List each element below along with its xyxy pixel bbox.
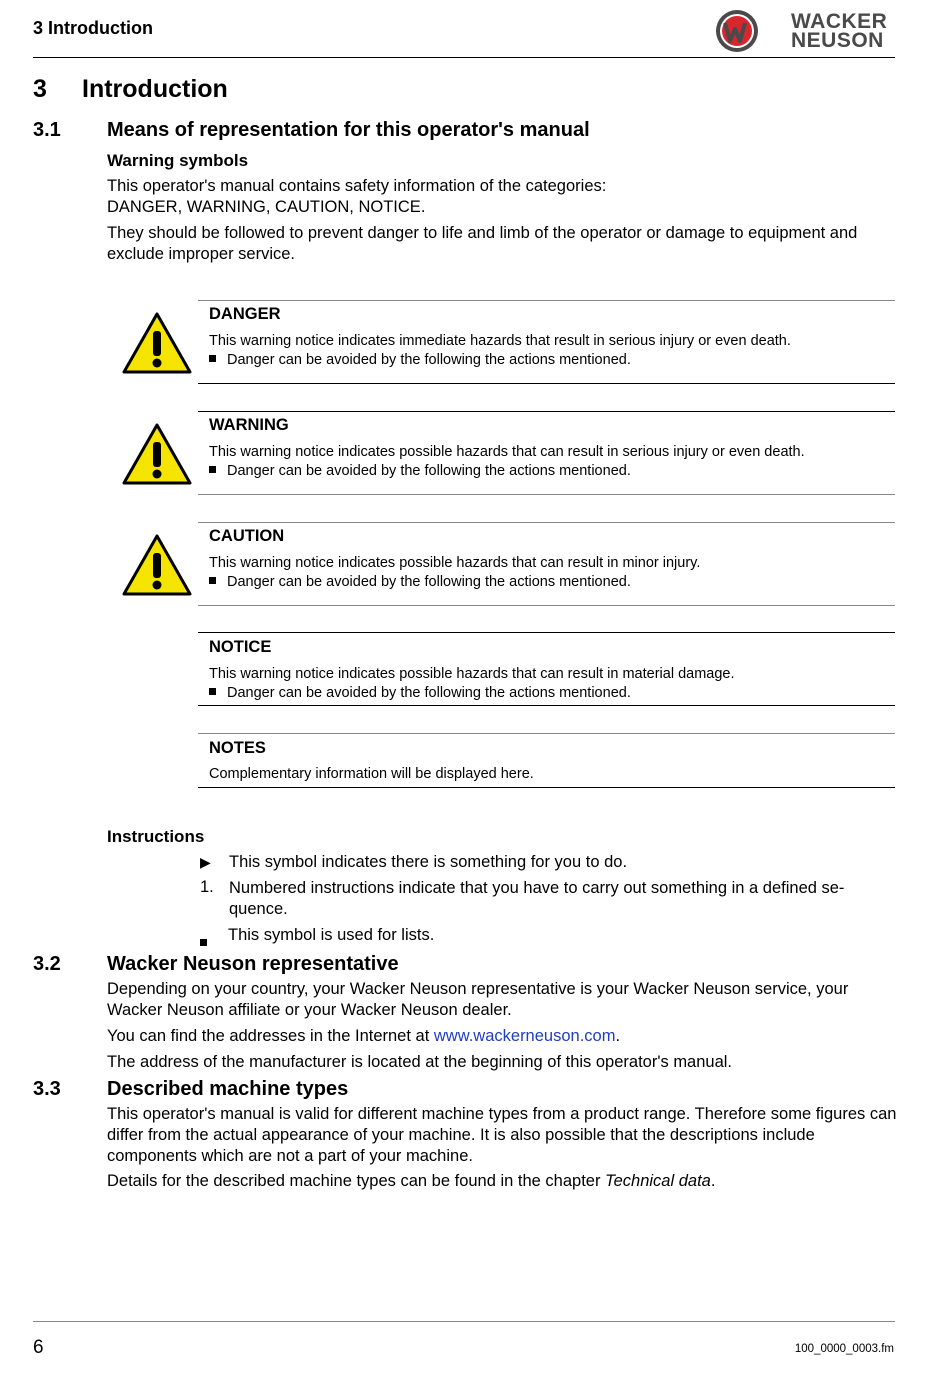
section-3-2-number: 3.2 xyxy=(33,953,61,975)
danger-bullet: Danger can be avoided by the following the actions mentioned. xyxy=(209,352,631,368)
instruction-item-list: This symbol is used for lists. xyxy=(228,926,435,944)
logo-emblem-icon xyxy=(714,8,760,54)
notice-bottom-rule xyxy=(198,494,895,495)
notice-bottom-rule xyxy=(198,383,895,384)
bullet-square-icon xyxy=(209,688,216,695)
notice-bullet: Danger can be avoided by the following the actions mentioned. xyxy=(209,685,631,701)
addresses-paragraph: You can find the addresses in the Internet at www.wackerneuson.com. xyxy=(107,1027,621,1045)
list-square-icon xyxy=(200,932,207,951)
technical-data-reference: Technical data xyxy=(605,1172,711,1190)
instruction-number: 1. xyxy=(200,878,214,896)
page-number: 6 xyxy=(33,1337,44,1358)
instructions-heading: Instructions xyxy=(107,827,205,846)
representative-paragraph: Depending on your country, your Wacker Neuson representative is your Wacker Neuson service, your Wacker Neuson affiliate or your Wacker Neuson dealer. xyxy=(107,980,849,1019)
header-rule xyxy=(33,57,895,58)
notice-bottom-rule xyxy=(198,705,895,706)
notes-title: NOTES xyxy=(209,739,266,757)
warning-bullet: Danger can be avoided by the following the actions mentioned. xyxy=(209,463,631,479)
instruction-item-action: This symbol indicates there is something for you to do. xyxy=(229,853,628,871)
section-3-3-number: 3.3 xyxy=(33,1078,61,1100)
chapter-title: Introduction xyxy=(82,75,228,103)
source-filename: 100_0000_0003.fm xyxy=(794,1343,894,1355)
notes-bottom-rule xyxy=(198,787,895,788)
notice-bottom-rule xyxy=(198,605,895,606)
notice-top-rule xyxy=(198,300,895,301)
section-3-1-number: 3.1 xyxy=(33,119,61,141)
caution-title: CAUTION xyxy=(209,527,285,545)
chapter-number: 3 xyxy=(33,75,47,103)
danger-text: This warning notice indicates immediate hazards that result in serious injury or even death. xyxy=(209,333,791,349)
notice-top-rule xyxy=(198,632,895,633)
warning-symbols-heading: Warning symbols xyxy=(107,151,249,170)
notice-top-rule xyxy=(198,411,895,412)
bullet-square-icon xyxy=(209,466,216,473)
running-header-title: 3 Introduction xyxy=(33,18,153,38)
technical-data-paragraph: Details for the described machine types can be found in the chapter Technical data. xyxy=(107,1172,716,1190)
intro-paragraph-2: They should be followed to prevent danger to life and limb of the operator or damage to equipment and exclude improper service. xyxy=(107,224,858,263)
warning-triangle-icon xyxy=(121,311,193,375)
section-3-3-title: Described machine types xyxy=(107,1078,349,1100)
wacker-neuson-logo xyxy=(714,8,894,54)
notice-top-rule xyxy=(198,522,895,523)
wackerneuson-website-link[interactable]: www.wackerneuson.com xyxy=(433,1027,616,1045)
footer-rule xyxy=(33,1321,895,1322)
warning-triangle-icon xyxy=(121,533,193,597)
logo-text: WACKER NEUSON xyxy=(791,10,888,52)
notice-title: NOTICE xyxy=(209,638,272,656)
instruction-item-numbered: Numbered instructions indicate that you have to carry out something in a defined se- quence. xyxy=(229,879,845,918)
section-3-2-title: Wacker Neuson representative xyxy=(107,953,399,975)
notes-text: Complementary information will be displayed here. xyxy=(209,766,534,782)
caution-bullet: Danger can be avoided by the following the actions mentioned. xyxy=(209,574,631,590)
bullet-square-icon xyxy=(209,355,216,362)
warning-title: WARNING xyxy=(209,416,289,434)
manufacturer-paragraph: The address of the manufacturer is located at the beginning of this operator's manual. xyxy=(107,1053,733,1071)
machine-types-paragraph: This operator's manual is valid for different machine types from a product range. Therefore some figures can differ from the actual appearance of your machine. It is also possible that the descriptions include components which are not a part of your machine. xyxy=(107,1105,897,1165)
danger-title: DANGER xyxy=(209,305,281,323)
intro-paragraph: This operator's manual contains safety information of the categories: DANGER, WARNING, CAUTION, NOTICE. xyxy=(107,177,607,216)
notice-text: This warning notice indicates possible hazards that can result in material damage. xyxy=(209,666,735,682)
section-3-1-title: Means of representation for this operator's manual xyxy=(107,119,590,141)
action-arrow-icon: ▶ xyxy=(200,854,211,870)
bullet-square-icon xyxy=(209,577,216,584)
warning-triangle-icon xyxy=(121,422,193,486)
warning-text: This warning notice indicates possible hazards that can result in serious injury or even death. xyxy=(209,444,805,460)
notes-top-rule xyxy=(198,733,895,734)
caution-text: This warning notice indicates possible hazards that can result in minor injury. xyxy=(209,555,701,571)
